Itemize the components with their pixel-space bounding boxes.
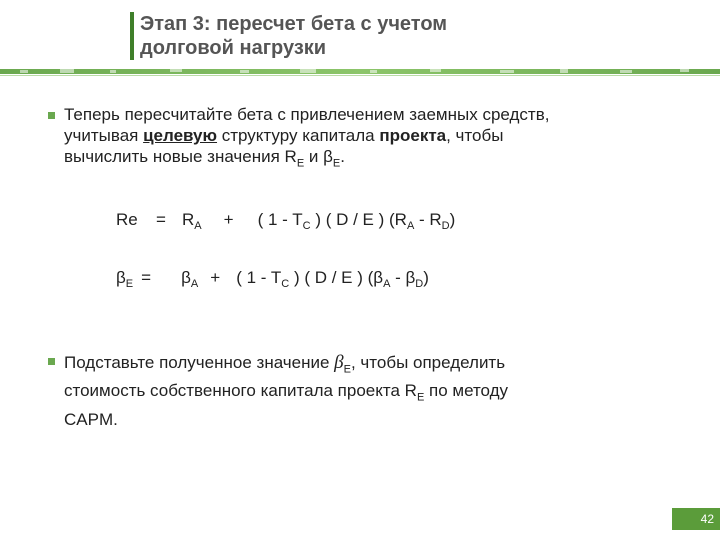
formula-term: ( 1 - T [236, 268, 282, 287]
text-segment: структуру капитала [217, 126, 380, 145]
formula-term: - R [414, 210, 442, 229]
title-line-1: Этап 3: пересчет бета с учетом [140, 13, 448, 35]
formula-equals: = [156, 210, 166, 229]
formula-plus: + [210, 268, 221, 287]
subscript: E [125, 278, 134, 290]
bullet-2-line-3: CAPM. [64, 409, 118, 429]
formula-term: ) ( D / E ) (R [310, 210, 407, 229]
bullet-1-line-1: Теперь пересчитайте бета с привлечением заемных средств, [64, 105, 550, 124]
formula-term: ( 1 - T [257, 210, 303, 229]
formula-term: ) [449, 210, 456, 229]
subscript: C [302, 220, 311, 232]
title-line-2: долговой нагрузки [140, 37, 327, 59]
subscript: A [194, 220, 202, 232]
subscript: A [190, 278, 199, 290]
bullet-1-line-3 [64, 146, 549, 174]
beta-symbol: β [334, 352, 344, 373]
bullet-2-text [64, 352, 508, 430]
formula-re [116, 210, 455, 230]
bullet-2-line-1 [64, 352, 508, 380]
subscript: E [416, 391, 425, 404]
text-segment: Подставьте полученное значение [64, 353, 335, 372]
text-segment: , чтобы [446, 126, 504, 145]
text-segment: вычислить новые значения R [64, 147, 297, 166]
subscript: D [441, 220, 450, 232]
subscript: D [415, 278, 424, 290]
formula-lhs: β [116, 268, 126, 287]
formula-term: R [182, 210, 195, 229]
bullet-1-marker [48, 112, 55, 119]
text-segment: по методу [424, 381, 509, 401]
slide-title [140, 12, 700, 60]
subscript: A [383, 278, 391, 290]
decorative-stripe [0, 67, 720, 75]
formula-term: ) [423, 268, 429, 287]
formula-beta-e [116, 268, 429, 288]
emphasis-underlined: целевую [143, 126, 218, 145]
text-segment: и β [304, 147, 333, 166]
formula-term: ) ( D / E ) (β [289, 268, 384, 287]
bullet-2-line-2 [64, 380, 508, 408]
subscript: C [281, 278, 290, 290]
formula-term: β [181, 268, 191, 287]
title-accent-bar [130, 12, 134, 60]
subscript: E [332, 157, 341, 170]
text-segment: , чтобы определить [350, 353, 506, 372]
subscript: A [406, 220, 415, 232]
formula-lhs: Re [116, 210, 138, 229]
subscript: E [343, 363, 351, 376]
subscript: E [296, 157, 305, 170]
text-segment: . [340, 147, 345, 166]
page-number-badge: 42 [672, 508, 720, 530]
bullet-1-text [64, 104, 549, 174]
bullet-2-marker [48, 358, 55, 365]
text-segment: стоимость собственного капитала проекта R [64, 381, 417, 401]
stripe-underline [0, 75, 720, 76]
bullet-1-line-2 [64, 125, 549, 146]
emphasis-bold: проекта [379, 126, 447, 145]
text-segment: учитывая [64, 126, 144, 145]
formula-term: - β [390, 268, 416, 287]
formula-equals: = [141, 268, 152, 287]
formula-plus: + [223, 210, 234, 229]
